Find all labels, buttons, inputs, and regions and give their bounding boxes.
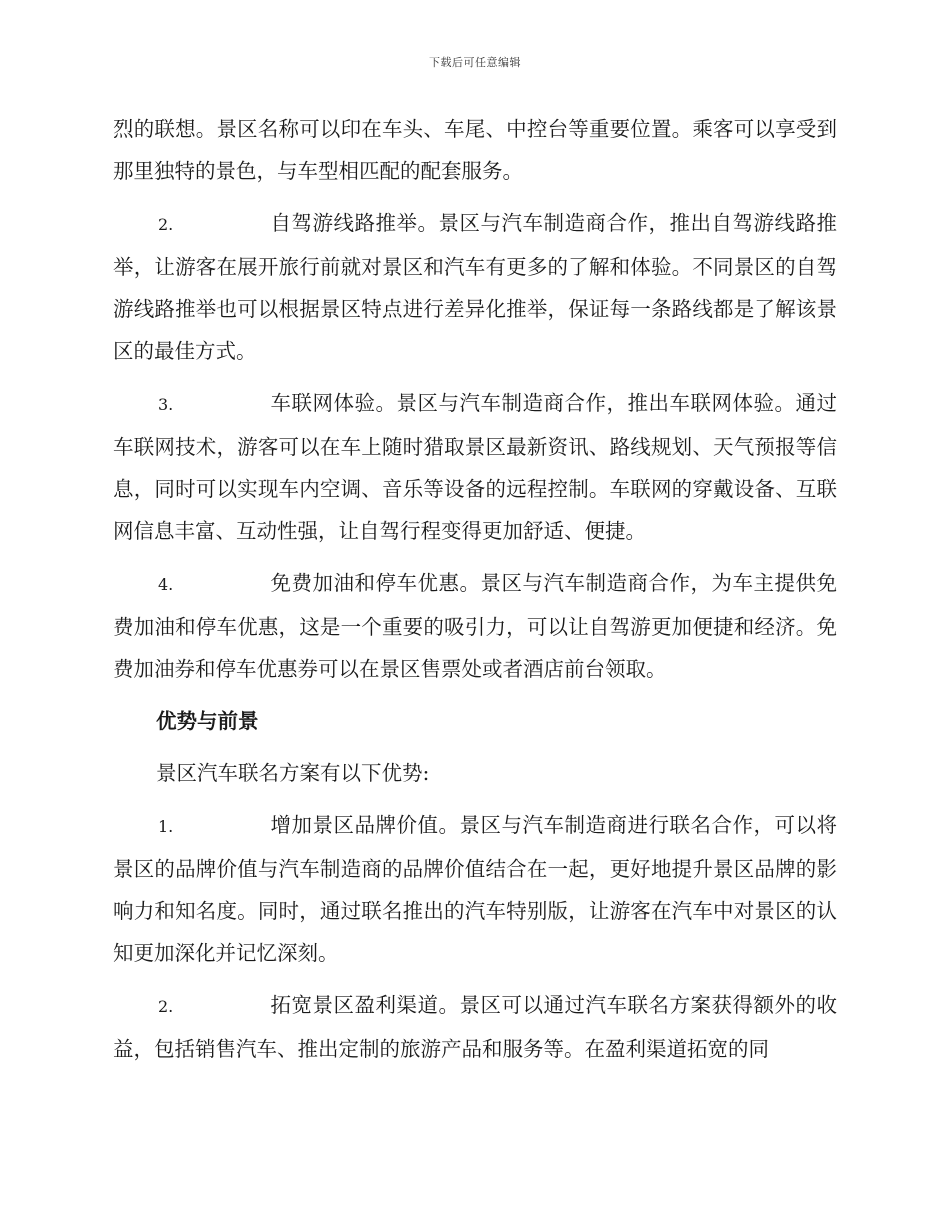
list-item	[113, 562, 837, 690]
list-item-number: 1.	[158, 817, 174, 836]
list-item-text: 免费加油和停车优惠。景区与汽车制造商合作，为车主提供免费加油和停车优惠，这是一个重要的吸引力，可以让自驾游更加便捷和经济。免费加油券和停车优惠券可以在景区售票处或者酒店前台领取。	[113, 571, 837, 681]
list-item	[113, 382, 837, 552]
list-item	[113, 984, 837, 1070]
list-item-text: 车联网体验。景区与汽车制造商合作，推出车联网体验。通过车联网技术，游客可以在车上随时猎取景区最新资讯、路线规划、天气预报等信息，同时可以实现车内空调、音乐等设备的远程控制。车联网的穿戴设备、互联网信息丰富、互动性强，让自驾行程变得更加舒适、便捷。	[113, 391, 837, 543]
list-item	[113, 804, 837, 974]
section-heading: 优势与前景	[156, 709, 259, 733]
list-item-text: 自驾游线路推举。景区与汽车制造商合作，推出自驾游线路推举，让游客在展开旅行前就对景区和汽车有更多的了解和体验。不同景区的自驾游线路推举也可以根据景区特点进行差异化推举，保证每一条路线都是了解该景区的最佳方式。	[113, 211, 837, 363]
paragraph-continuation: 烈的联想。景区名称可以印在车头、车尾、中控台等重要位置。乘客可以享受到那里独特的景色，与车型相匹配的配套服务。	[113, 117, 837, 183]
page-header: 下载后可任意编辑	[429, 56, 521, 69]
list-item-number: 2.	[158, 215, 174, 234]
list-item-text: 增加景区品牌价值。景区与汽车制造商进行联名合作，可以将景区的品牌价值与汽车制造商的品牌价值结合在一起，更好地提升景区品牌的影响力和知名度。同时，通过联名推出的汽车特别版，让游客在汽车中对景区的认知更加深化并记忆深刻。	[113, 813, 837, 965]
document-body	[113, 108, 837, 1080]
list-item-number: 3.	[158, 395, 174, 414]
list-item-number: 4.	[158, 575, 174, 594]
list-item	[113, 202, 837, 372]
list-item-number: 2.	[158, 997, 174, 1016]
list-item-text: 拓宽景区盈利渠道。景区可以通过汽车联名方案获得额外的收益，包括销售汽车、推出定制的旅游产品和服务等。在盈利渠道拓宽的同	[113, 993, 837, 1061]
section-lead-paragraph: 景区汽车联名方案有以下优势:	[156, 761, 430, 785]
